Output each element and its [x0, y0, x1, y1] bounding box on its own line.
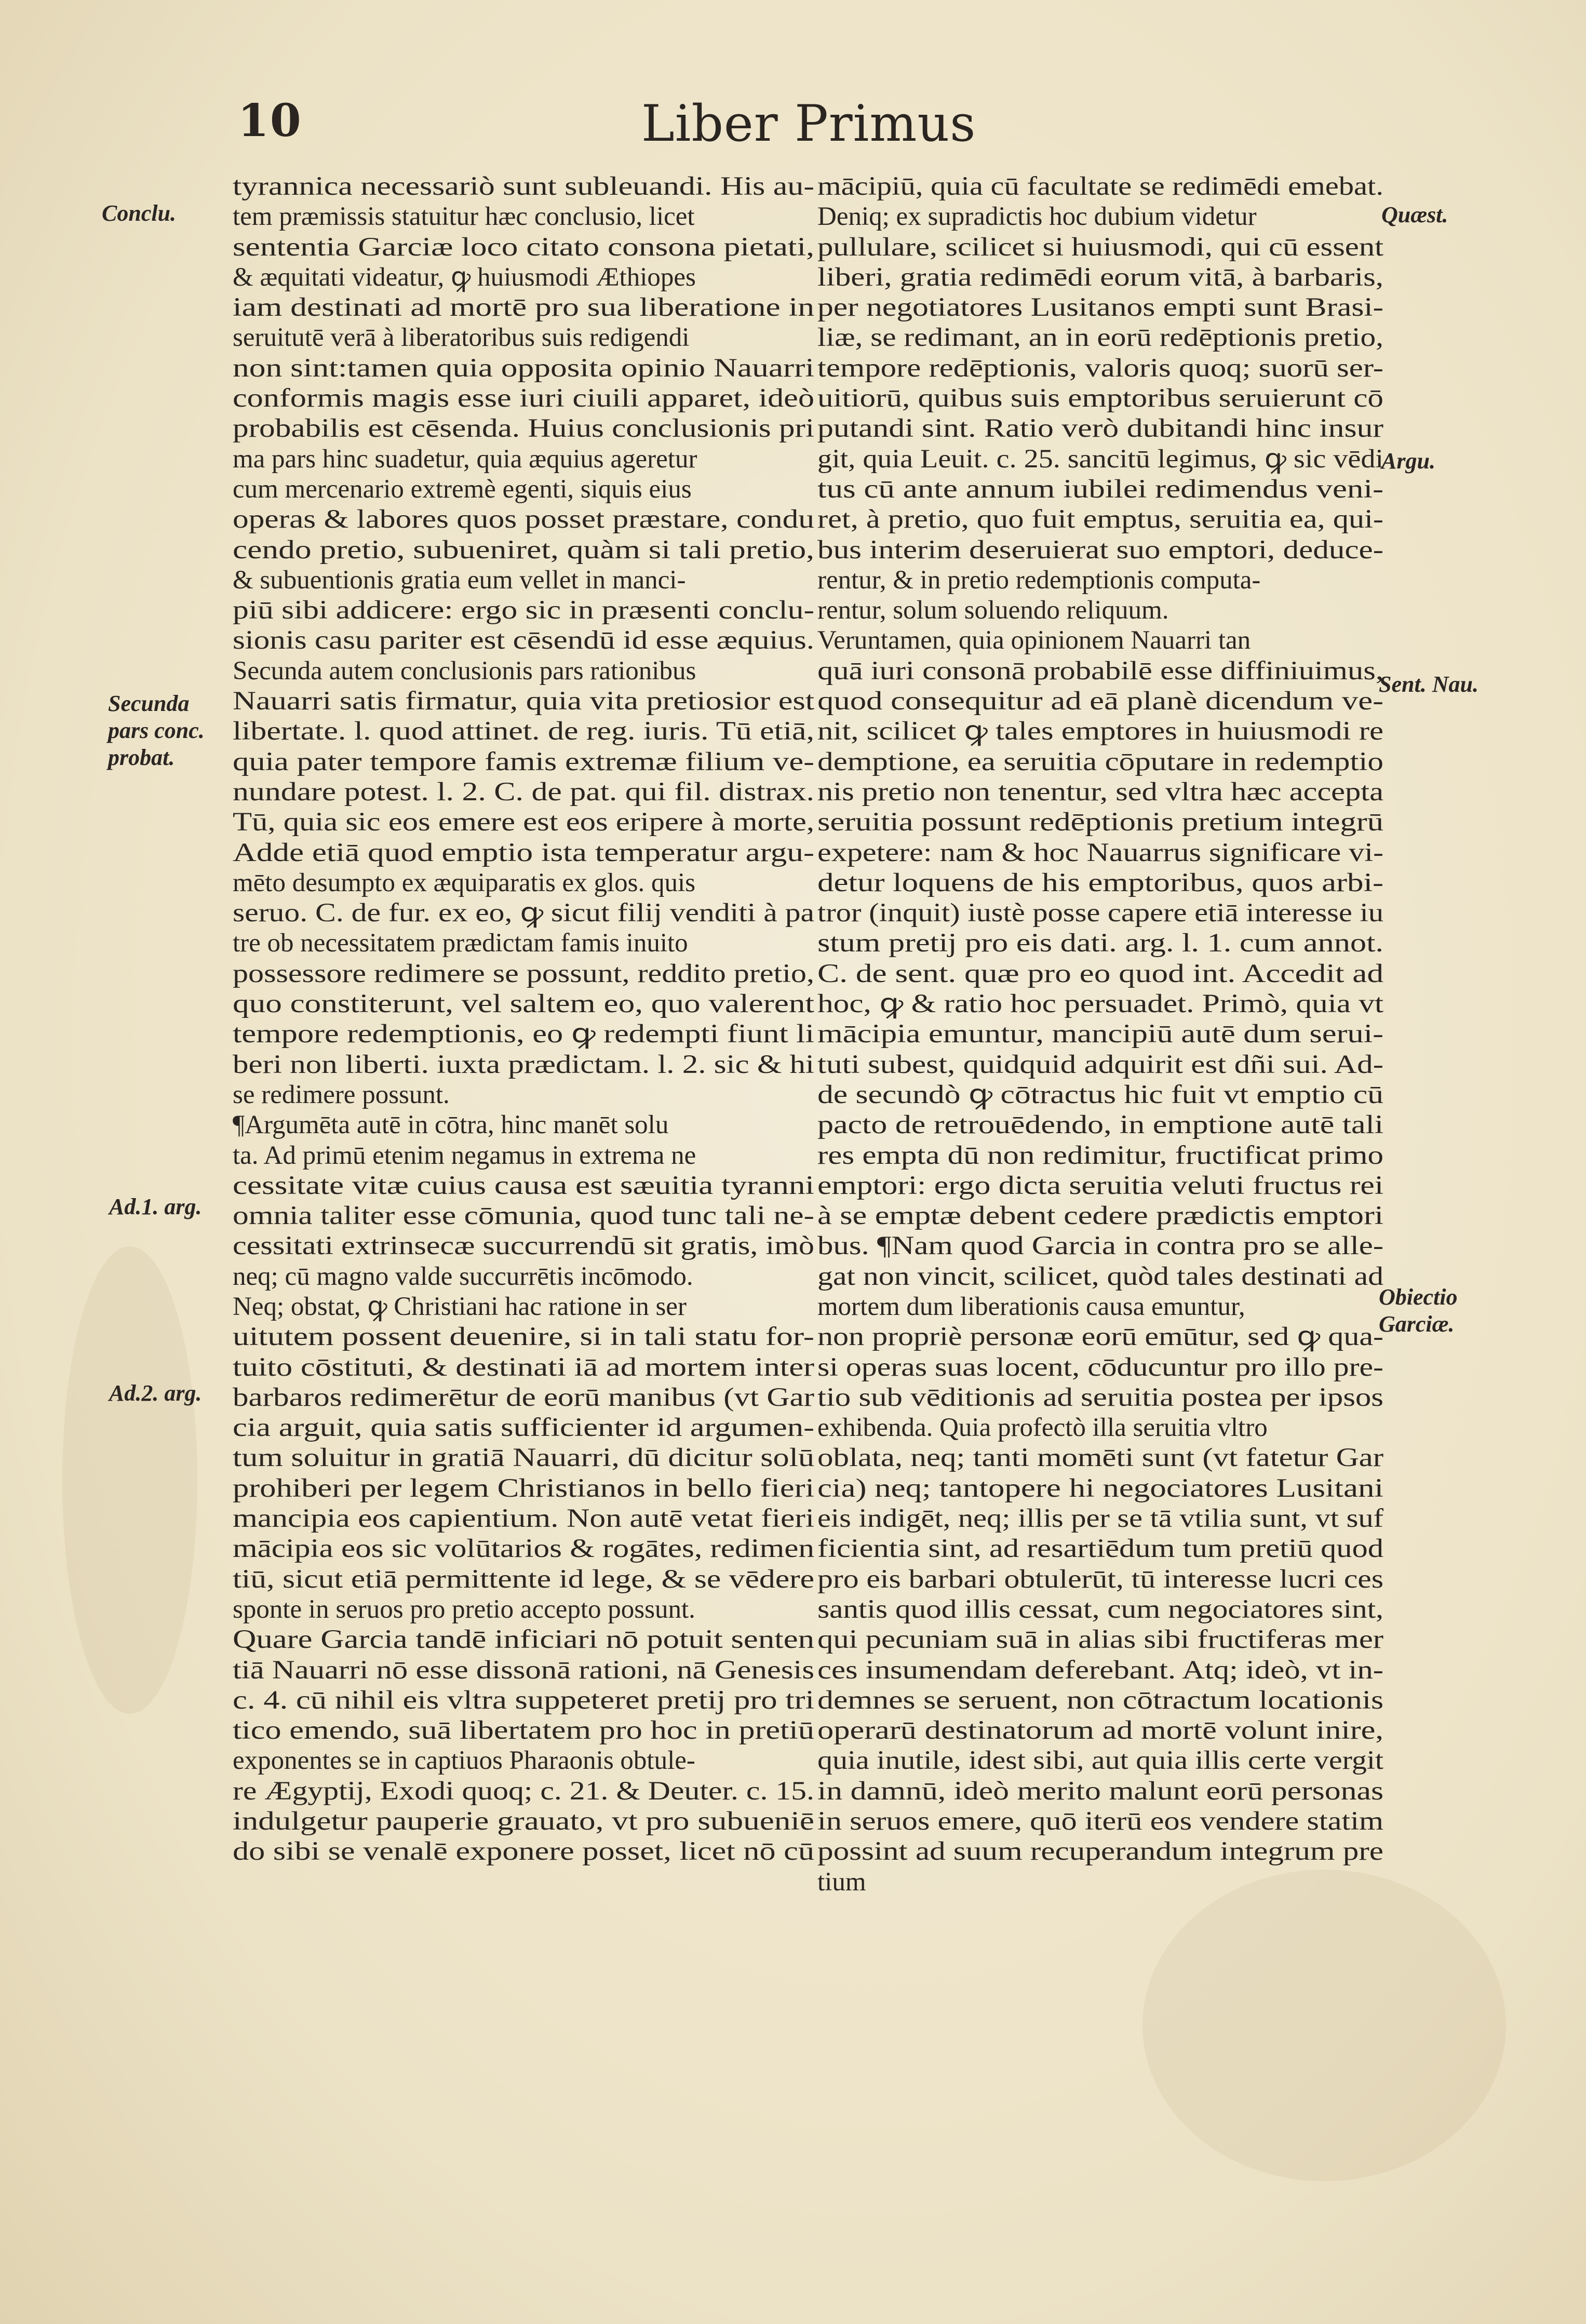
text-line: bus interim deseruierat suo emptori, deduce-: [817, 535, 1383, 565]
text-line: do sibi se venalē exponere posset, licet nō cū: [233, 1837, 814, 1866]
paper-stain: [1143, 1870, 1506, 2181]
text-line: libertate. l. quod attinet. de reg. iuris. Tū etiā,: [233, 717, 814, 746]
text-line: quā iuri consonā probabilē esse diffiniuimus,: [817, 656, 1383, 686]
text-line: tico emendo, suā libertatem pro hoc in pretiū: [233, 1716, 814, 1745]
margin-note-line: Argu.: [1381, 448, 1435, 474]
text-line: possint ad suum recuperandum integrum pre: [817, 1837, 1383, 1866]
text-line: quia inutile, idest sibi, aut quia illis certe vergit: [817, 1746, 1383, 1776]
margin-note-line: Conclu.: [102, 200, 177, 226]
margin-note-line: Obiectio: [1379, 1284, 1458, 1310]
text-line: C. de sent. quæ pro eo quod int. Accedit ad: [817, 959, 1383, 988]
margin-note-line: Secunda: [108, 691, 190, 716]
text-line: tus cū ante annum iubilei redimendus veni-: [817, 474, 1383, 504]
margin-note-line: Ad.1. arg.: [109, 1194, 202, 1219]
text-line: per negotiatores Lusitanos empti sunt Brasi-: [817, 293, 1383, 323]
text-line: conformis magis esse iuri ciuili apparet, ideò: [233, 384, 814, 413]
text-line: nundare potest. l. 2. C. de pat. qui fil. distrax.: [233, 777, 814, 807]
text-line: res empta dū non redimitur, fructificat primo: [817, 1140, 1383, 1170]
text-line: bus. ¶Nam quod Garcia in contra pro se alle-: [817, 1231, 1383, 1261]
text-line: mācipiū, quia cū facultate se redimēdi emebat.: [817, 172, 1383, 201]
text-line: non sint:tamen quia opposita opinio Nauarri: [233, 353, 814, 383]
text-line: ta. Ad primū etenim negamus in extrema ne: [233, 1140, 696, 1170]
text-line: non propriè personæ eorū emūtur, sed ꝙ qua-: [817, 1322, 1383, 1352]
text-line: exponentes se in captiuos Pharaonis obtule-: [233, 1746, 695, 1776]
text-line: emptori: ergo dicta seruitia veluti fructus rei: [817, 1171, 1383, 1200]
text-line: oblata, neq; tanti momēti sunt (vt fatetur Gar: [817, 1443, 1383, 1473]
text-line: operas & labores quos posset præstare, condu: [233, 505, 814, 534]
text-line: in seruos emere, quō iterū eos vendere statim: [817, 1807, 1383, 1836]
text-line: tror (inquit) iustè posse capere etiā interesse iu: [817, 898, 1383, 928]
text-line: neq; cū magno valde succurrētis incōmodo.: [233, 1261, 693, 1291]
text-line: nit, scilicet ꝙ tales emptores in huiusmodi re: [817, 717, 1383, 746]
text-line: detur loquens de his emptoribus, quos arbi-: [817, 868, 1383, 897]
text-line: putandi sint. Ratio verò dubitandi hinc insur: [817, 414, 1383, 444]
text-line: liberi, gratia redimēdi eorum vitā, à barbaris,: [817, 262, 1383, 292]
text-line: gat non vincit, scilicet, quòd tales destinati ad: [817, 1261, 1383, 1291]
text-line: Deniq; ex supradictis hoc dubium videtur: [817, 202, 1257, 232]
text-line: mancipia eos capientium. Non autē vetat fieri: [233, 1504, 814, 1534]
text-line: omnia taliter esse cōmunia, quod tunc tali ne-: [233, 1201, 814, 1231]
text-line: piū sibi addicere: ergo sic in præsenti conclu-: [233, 596, 814, 625]
text-line: pro eis barbari obtulerūt, tū interesse lucri ces: [817, 1564, 1383, 1594]
text-line: mācipia eos sic volūtarios & rogātes, redimen: [233, 1534, 814, 1564]
text-line: cia arguit, quia satis sufficienter id argumen-: [233, 1413, 814, 1443]
text-line: de secundò ꝙ cōtractus hic fuit vt emptio cū: [817, 1080, 1383, 1109]
text-line: cessitate vitæ cuius causa est sæuitia tyranni: [233, 1171, 814, 1200]
text-line: Nauarri satis firmatur, quia vita pretiosior est: [233, 687, 814, 716]
text-line: probabilis est cēsenda. Huius conclusionis pri: [233, 414, 814, 444]
margin-note-line: pars conc.: [108, 718, 205, 743]
text-line: quia pater tempore famis extremæ filium ve-: [233, 747, 814, 776]
text-line: uitutem possent deuenire, si in tali statu for-: [233, 1322, 814, 1352]
text-line: tiā Nauarri nō esse dissonā rationi, nā Genesis: [233, 1655, 814, 1685]
folio-number: 10: [238, 95, 302, 147]
text-line: re Ægyptij, Exodi quoq; c. 21. & Deuter. c. 15.: [233, 1776, 814, 1806]
text-line: mortem dum liberationis causa emuntur,: [817, 1292, 1245, 1321]
text-line: seruitutē verā à liberatoribus suis redigendi: [233, 323, 690, 353]
text-line: possessore redimere se possunt, reddito pretio,: [233, 959, 814, 988]
margin-note-line: Ad.2. arg.: [109, 1380, 202, 1406]
text-line: ces insumendam deferebant. Atq; ideò, vt in-: [817, 1655, 1383, 1685]
text-line: si operas suas locent, cōducuntur pro illo pre-: [817, 1352, 1383, 1382]
text-line: Neq; obstat, ꝙ Christiani hac ratione in ser: [233, 1292, 687, 1321]
running-head: Liber Primus: [641, 95, 976, 153]
left-text-column: [233, 171, 814, 1867]
text-line: tio sub vēditionis ad seruitia postea per ipsos: [817, 1382, 1383, 1412]
text-line: tium: [817, 1867, 866, 1897]
text-line: & æquitati videatur, ꝙ huiusmodi Æthiopes: [233, 262, 696, 292]
margin-note-sent-nau: [1379, 671, 1479, 698]
text-line: & subuentionis gratia eum vellet in manci-: [233, 565, 686, 595]
text-line: pacto de retrouēdendo, in emptione autē tali: [817, 1110, 1383, 1140]
text-line: Adde etiā quod emptio ista temperatur argu-: [233, 838, 814, 867]
text-line: tuito cōstituti, & destinati iā ad mortem inter: [233, 1352, 814, 1382]
text-line: nis pretio non tenentur, sed vltra hæc accepta: [817, 777, 1383, 807]
text-line: Veruntamen, quia opinionem Nauarri tan: [817, 626, 1251, 655]
text-line: git, quia Leuit. c. 25. sancitū legimus, ꝙ sic vēdi: [817, 444, 1383, 474]
text-line: sponte in seruos pro pretio accepto possunt.: [233, 1594, 695, 1624]
margin-note-line: Sent. Nau.: [1379, 671, 1479, 697]
text-line: ret, à pretio, quo fuit emptus, seruitia ea, qui-: [817, 505, 1383, 534]
text-line: tyrannica necessariò sunt subleuandi. His au-: [233, 172, 814, 201]
text-line: sionis casu pariter est cēsendū id esse æquius.: [233, 626, 814, 655]
text-line: uitiorū, quibus suis emptoribus seruierunt cō: [817, 384, 1383, 413]
text-line: tuti subest, quidquid adquirit est dñi sui. Ad-: [817, 1050, 1383, 1079]
paper-stain: [62, 1246, 197, 1714]
text-line: demnes se seruent, non cōtractum locationis: [817, 1685, 1383, 1715]
text-line: eis indigēt, neq; illis per se tā vtilia sunt, vt suf: [817, 1504, 1383, 1534]
margin-note-obiectio: [1379, 1284, 1458, 1338]
margin-note-ad1: [109, 1193, 201, 1220]
text-line: ficientia sint, ad resartiēdum tum pretiū quod: [817, 1534, 1383, 1564]
text-line: expetere: nam & hoc Nauarrus significare vi-: [817, 838, 1383, 867]
text-line: tempore redēptionis, valoris quoq; suorū ser-: [817, 353, 1383, 383]
text-line: rentur, solum soluendo reliquum.: [817, 596, 1169, 625]
text-line: Quare Garcia tandē inficiari nō potuit senten: [233, 1625, 814, 1655]
text-line: se redimere possunt.: [233, 1080, 450, 1109]
margin-note-argu: [1381, 448, 1435, 475]
text-line: c. 4. cū nihil eis vltra suppeteret pretij pro tri: [233, 1685, 814, 1715]
text-line: seruo. C. de fur. ex eo, ꝙ sicut filij venditi à pa: [233, 898, 814, 928]
text-line: quo constiterunt, vel saltem eo, quo valerent: [233, 989, 814, 1019]
text-line: mācipia emuntur, mancipiū autē dum serui-: [817, 1019, 1383, 1049]
text-line: sententia Garciæ loco citato consona pietati,: [233, 232, 814, 262]
text-line: tem præmissis statuitur hæc conclusio, licet: [233, 202, 695, 232]
text-line: seruitia possunt redēptionis pretium integrū: [817, 808, 1383, 837]
text-line: operarū destinatorum ad mortē volunt inire,: [817, 1716, 1383, 1745]
text-line: hoc, ꝙ & ratio hoc persuadet. Primò, quia vt: [817, 989, 1383, 1019]
text-line: prohiberi per legem Christianos in bello fieri: [233, 1473, 814, 1503]
text-line: tiū, sicut etiā permittente id lege, & se vēdere: [233, 1564, 814, 1594]
text-line: tum soluitur in gratiā Nauarri, dū dicitur solū: [233, 1443, 814, 1473]
text-line: demptione, ea seruitia cōputare in redemptio: [817, 747, 1383, 776]
text-line: ma pars hinc suadetur, quia æquius ageretur: [233, 444, 697, 474]
margin-note-line: probat.: [108, 745, 175, 770]
margin-note-line: Quæst.: [1381, 202, 1448, 227]
text-line: cendo pretio, subueniret, quàm si tali pretio,: [233, 535, 814, 565]
text-line: beri non liberti. iuxta prædictam. l. 2. sic & hi: [233, 1050, 814, 1079]
text-line: tre ob necessitatem prædictam famis inuito: [233, 929, 688, 958]
text-line: à se emptæ debent cedere prædictis emptori: [817, 1201, 1383, 1231]
text-line: Tū, quia sic eos emere est eos eripere à morte,: [233, 808, 814, 837]
text-line: cum mercenario extremè egenti, siquis eius: [233, 474, 692, 504]
text-line: iam destinati ad mortē pro sua liberatione in: [233, 293, 814, 323]
right-text-column: [817, 171, 1383, 1897]
text-line: in damnū, ideò merito malunt eorū personas: [817, 1776, 1383, 1806]
text-line: liæ, se redimant, an in eorū redēptionis pretio,: [817, 323, 1383, 353]
text-line: stum pretij pro eis dati. arg. l. 1. cum annot.: [817, 929, 1383, 958]
margin-note-conclu: [102, 200, 176, 227]
text-line: quod consequitur ad eā planè dicendum ve-: [817, 687, 1383, 716]
text-line: cessitati extrinsecæ succurrendū sit gratis, imò: [233, 1231, 814, 1261]
text-line: Secunda autem conclusionis pars rationibus: [233, 656, 696, 686]
text-line: tempore redemptionis, eo ꝙ redempti fiunt li: [233, 1019, 814, 1049]
text-line: exhibenda. Quia profectò illa seruitia vltro: [817, 1413, 1268, 1443]
text-line: pullulare, scilicet si huiusmodi, qui cū essent: [817, 232, 1383, 262]
text-line: santis quod illis cessat, cum negociatores sint,: [817, 1594, 1383, 1624]
margin-note-ad2: [109, 1380, 201, 1407]
margin-note-line: Garciæ.: [1379, 1311, 1455, 1337]
text-line: cia) neq; tantopere hi negociatores Lusitani: [817, 1473, 1383, 1503]
margin-note-quaest: [1381, 201, 1448, 229]
text-line: qui pecuniam suā in alias sibi fructiferas mer: [817, 1625, 1383, 1655]
text-line: mēto desumpto ex æquiparatis ex glos. quis: [233, 868, 695, 897]
text-line: rentur, & in pretio redemptionis computa-: [817, 565, 1261, 595]
text-line: indulgetur pauperie grauato, vt pro subueniē: [233, 1807, 814, 1836]
margin-note-secunda: [108, 690, 205, 771]
text-line: ¶Argumēta autē in cōtra, hinc manēt solu: [233, 1110, 669, 1140]
text-line: barbaros redimerētur de eorū manibus (vt Gar: [233, 1382, 814, 1412]
